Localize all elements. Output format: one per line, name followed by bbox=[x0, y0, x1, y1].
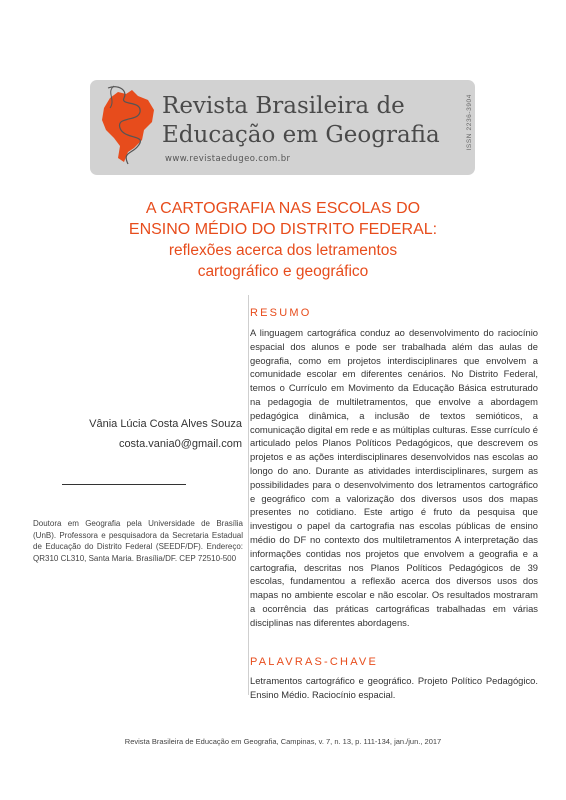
issn-label: ISSN 2236-3904 bbox=[466, 94, 473, 151]
journal-title bbox=[162, 92, 440, 150]
brazil-map-icon bbox=[98, 82, 158, 168]
subtitle-line-2: cartográfico e geográfico bbox=[197, 263, 369, 280]
title-line-1: A CARTOGRAFIA NAS ESCOLAS DO bbox=[145, 200, 421, 217]
title-line-2: ENSINO MÉDIO DO DISTRITO FEDERAL: bbox=[128, 221, 438, 238]
footer-citation: Revista Brasileira de Educação em Geografia, Campinas, v. 7, n. 13, p. 111-134, jan./jun., 2017 bbox=[124, 737, 442, 746]
author-name: Vânia Lúcia Costa Alves Souza bbox=[89, 418, 242, 430]
resumo-heading: RESUMO bbox=[250, 307, 312, 319]
author-email[interactable]: costa.vania0@gmail.com bbox=[118, 438, 242, 450]
keywords-text: Letramentos cartográfico e geográfico. Projeto Político Pedagógico. Ensino Médio. Raciocínio espacial. bbox=[250, 675, 538, 700]
journal-banner bbox=[90, 80, 475, 175]
keywords-heading: PALAVRAS-CHAVE bbox=[250, 656, 378, 668]
abstract-text: A linguagem cartográfica conduz ao desenvolvimento do raciocínio espacial dos alunos e pode ser trabalhada além das aulas de geografia, como em projetos interdisciplinares que envolvem a comunidade escolar em diferentes cenários. No Distrito Federal, temos o Currículo em Movimento da Educação Básica estruturado na pedagogia de multiletramentos, que envolve a abordagem pedagógica dinâmica, a inclusão de textos semióticos, a comunicação digital em rede e as múltiplas culturas. Esse currículo é articulado pelos Planos Políticos Pedagógicos, que descrevem os projetos e as ações interdisciplinares desenvolvidos nas escolas ao longo do ano. Durante as atividades interdisciplinares, surgem as possibilidades para o desenvolvimento dos letramentos cartográfico e geográfico com a valorização dos diversos usos dos mapas presentes no cotidiano. Este artigo é fruto da pesquisa que investigou o papel da cartografia nas escolas públicas de ensino médio do DF no contexto dos multiletramentos A interpretação das informações contidas nos projetos que envolvem a geografia e a cartografia, descritas nos Planos Políticos Pedagógicos de 39 escolas, fundamentou a reflexão acerca dos diversos usos dos mapas no ambiente escolar e não escolar. Os resultados mostraram a ocorrência das práticas cartográficas trabalhadas em várias disciplinas nas diferentes abordagens. bbox=[250, 327, 538, 628]
author-divider bbox=[62, 484, 186, 485]
journal-title-line1: Revista Brasileira de bbox=[162, 93, 405, 119]
journal-title-line2: Educação em Geografia bbox=[162, 122, 440, 148]
journal-url[interactable]: www.revistaedugeo.com.br bbox=[165, 154, 291, 164]
column-divider bbox=[248, 295, 249, 695]
subtitle-line-1: reflexões acerca dos letramentos bbox=[168, 242, 398, 259]
article-title bbox=[60, 198, 506, 282]
author-affiliation: Doutora em Geografia pela Universidade de Brasília (UnB). Professora e pesquisadora da Secretaria Estadual de Educação do Distrito Federal (SEEDF/DF). Endereço: QR310 CL310, Santa Maria. Brasília/DF. CEP 72510-500 bbox=[33, 519, 243, 563]
